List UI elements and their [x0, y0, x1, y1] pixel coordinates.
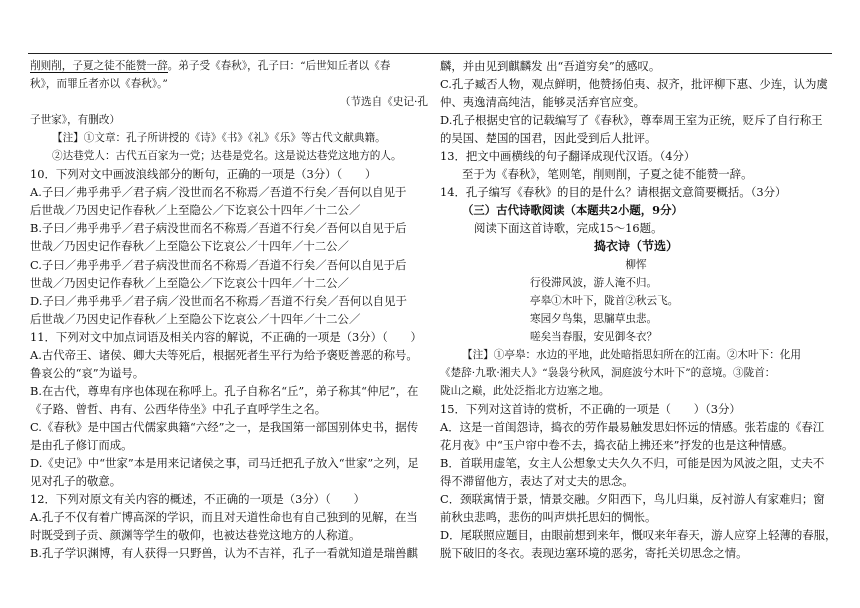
- option-c: C.子曰／弗乎弗乎／君子病没世而名不称焉／吾道不行矣／吾何以自见于后: [30, 257, 407, 272]
- option-c: C.《春秋》是中国古代儒家典籍“六经”之一，是我国第一部国别体史书，据传: [30, 419, 419, 434]
- option-d-cont: 的吴国、楚国的国君，因此受到后人批评。: [440, 131, 657, 146]
- option-a: A.孔子不仅有着广博高深的学识，而且对天道性命也有自己独到的见解，在当: [30, 510, 418, 525]
- underlined-sentence: 削则削，: [30, 60, 73, 72]
- header-rule: [28, 53, 832, 54]
- passage-text: 。弟子受《春秋》，孔子曰：“后世知丘者以《春: [167, 60, 391, 72]
- poem-note: 【注】①亭皋：水边的平地，此处暗指思妇所在的江南。②木叶下：化用: [462, 348, 801, 361]
- option-a-cont: 鲁哀公的“哀”为谥号。: [30, 365, 145, 380]
- option-b: B.在古代，尊卑有序也体现在称呼上。孔子自称名“丘”，弟子称其“仲尼”，在: [30, 383, 419, 398]
- option-a-cont: 花月夜》中“玉户帘中卷不去，捣衣砧上拂还来”抒发的也是这种情感。: [440, 437, 794, 452]
- question-10: 10．下列对文中画波浪线部分的断句，正确的一项是（3分）（ ）: [30, 167, 377, 182]
- poem-author: 柳恽: [625, 258, 647, 271]
- option-b-cont: 麟，并由见到麒麟发 出“吾道穷矣”的感叹。: [440, 59, 661, 73]
- option-b: B.孔子学识渊博，有人获得一只野兽，认为不吉祥，孔子一看就知道是瑞兽麒: [30, 546, 418, 561]
- left-column: [30, 57, 428, 562]
- right-column: [440, 57, 837, 562]
- section-instruction: 阅读下面这首诗歌，完成15～16题。: [474, 221, 663, 236]
- option-c: C．颈联寓情于景，情景交融。夕阳西下，鸟儿归巢，反衬游人有家难归；窗: [440, 492, 825, 507]
- question-15: 15．下列对这首诗的赏析，不正确的一项是（ ）（3分）: [440, 401, 741, 416]
- option-c-cont: 世哉／乃因史记作春秋／上至隐公／下讫哀公十四年／十二公／: [30, 275, 349, 290]
- option-d-cont: 见对孔子的敬意。: [30, 474, 122, 489]
- option-d-cont: 脱下破旧的冬衣。表现边塞环境的恶劣，寄托关切思念之情。: [440, 546, 748, 561]
- underlined-sentence: 子夏之徒不能赞一辞: [72, 60, 168, 72]
- option-d: D.孔子根据史官的记载编写了《春秋》，尊奉周王室为正统，贬斥了自行称王: [440, 113, 823, 128]
- poem-note: 《楚辞·九歌·湘夫人》“袅袅兮秋风，洞庭波兮木叶下”的意境。③陇首：: [440, 366, 776, 379]
- section-heading: （三）古代诗歌阅读（本题共2小题，9分）: [462, 203, 683, 218]
- passage-line: [30, 57, 428, 75]
- option-d: D.《史记》中“世家”本是用来记诸侯之事，司马迁把孔子放入“世家”之列，足: [30, 456, 419, 471]
- passage-note: 【注】①文章：孔子所讲授的《诗》《书》《礼》《乐》等古代文献典籍。: [52, 132, 386, 145]
- passage-source: 子世家》，有删改）: [30, 114, 121, 127]
- option-b-cont: 《子路、曾哲、冉有、公西华侍坐》中孔子直呼学生之名。: [30, 401, 327, 416]
- poem-line: 嗟矣当春服，安见御冬衣？: [530, 330, 658, 343]
- option-c-cont: 是由孔子修订而成。: [30, 437, 133, 452]
- option-c: C.孔子臧否人物，观点鲜明，他赞扬伯夷、叔齐，批评柳下惠、少连，认为虞: [440, 77, 828, 92]
- poem-note: 陇山之巅，此处泛指北方边塞之地。: [440, 384, 610, 397]
- question-11: 11．下列对文中加点词语及相关内容的解说，不正确的一项是（3分）（ ）: [30, 329, 422, 344]
- question-13: 13．把文中画横线的句子翻译成现代汉语。（4分）: [440, 149, 696, 164]
- option-a-cont: 时既受到子贡、颜渊等学生的敬仰，也被达巷党这地方的人称道。: [30, 528, 361, 543]
- poem-line: 亭皋①木叶下，陇首②秋云飞。: [530, 294, 679, 307]
- passage-source: （节选自《史记·孔: [339, 96, 428, 109]
- option-b-cont: 世哉／乃因史记作春秋／上至隐公下讫哀公／十四年／十二公／: [30, 239, 349, 254]
- poem-line: 寒园夕鸟集，思牖草虫悲。: [530, 312, 658, 325]
- option-d: D.子曰／弗乎弗乎／君子病／没世而名不称焉／吾道不行矣／吾何以自见于: [30, 293, 407, 308]
- option-b: B.子曰／弗乎弗乎／君子病没世而名不称焉／吾道不行矣／吾何以自见于后: [30, 221, 407, 236]
- question-13-sentence: 至于为《春秋》，笔则笔，削则削，子夏之徒不能赞一辞。: [462, 167, 753, 182]
- option-c-cont: 仲、夷逸清高纯洁，能够灵活弃官应变。: [440, 95, 646, 110]
- option-d: D．尾联照应题目，由眼前想到来年，慨叹来年春天，游人应穿上轻薄的春服，: [440, 528, 837, 543]
- option-a: A．这是一首闺怨诗，捣衣的劳作最易触发思妇怀远的情感。张若虚的《春江: [440, 419, 825, 434]
- option-a: A.子曰／弗乎弗乎／君子病／没世而名不称焉／吾道不行矣／吾何以自见于: [30, 185, 407, 200]
- option-b-cont: 得不滞留他方，表达了对丈夫的思念。: [440, 474, 634, 489]
- poem-title: 捣衣诗（节选）: [593, 239, 678, 254]
- option-d-cont: 后世哉／乃因史记作春秋／上至隐公下讫哀公／十四年／十二公／: [30, 311, 361, 326]
- option-b: B．首联用虚笔，女主人公想象丈夫久久不归，可能是因为风波之阻，丈夫不: [440, 456, 825, 471]
- passage-line: 秋》，而罪丘者亦以《春秋》。”: [30, 78, 168, 91]
- passage-note: ②达巷党人：古代五百家为一党；达巷是党名。这是说达巷党这地方的人。: [52, 150, 402, 163]
- option-a-cont: 后世哉／乃因史记作春秋／上至隐公／下讫哀公十四年／十二公／: [30, 203, 361, 218]
- question-14: 14．孔子编写《春秋》的目的是什么？请根据文意简要概括。（3分）: [440, 185, 787, 200]
- poem-line: 行役滞风波，游人淹不归。: [530, 276, 658, 289]
- option-c-cont: 前秋虫悲鸣，悲伤的叫声烘托思妇的惆怅。: [440, 510, 657, 525]
- option-a: A.古代帝王、诸侯、卿大夫等死后，根据死者生平行为给予褒贬善恶的称号。: [30, 347, 418, 362]
- question-12: 12．下列对原文有关内容的概述，不正确的一项是（3分）（ ）: [30, 492, 365, 507]
